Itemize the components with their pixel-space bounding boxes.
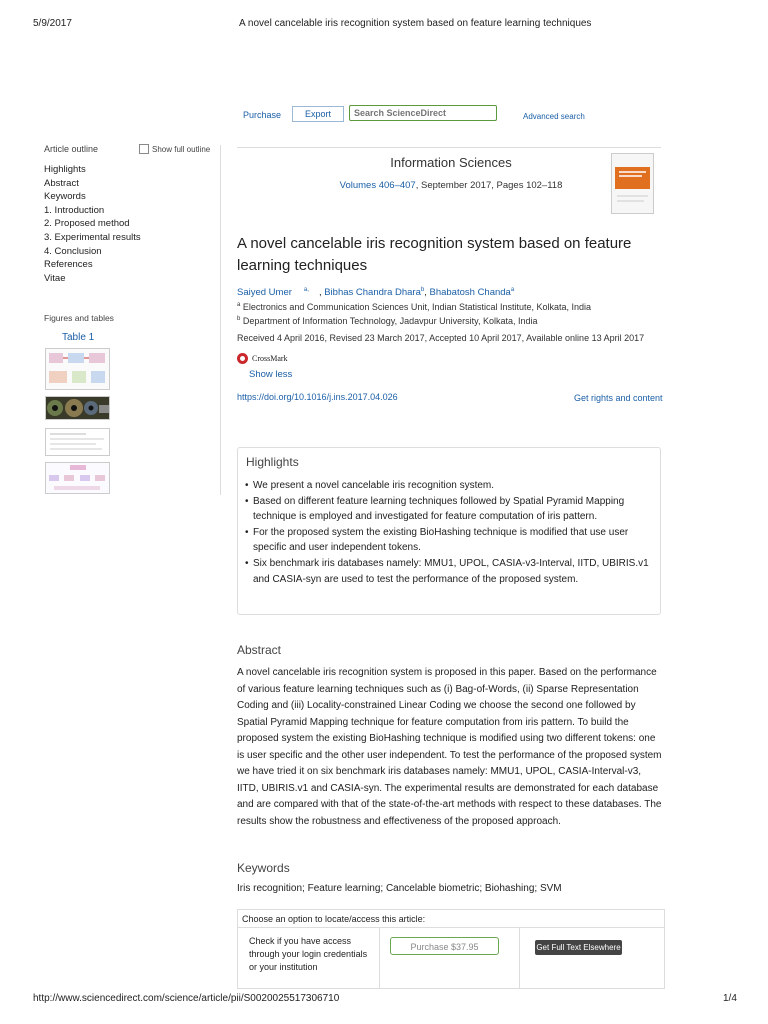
purchase-article-button[interactable]: Purchase $37.95 [390,937,499,955]
author-link[interactable]: Bibhas Chandra Dhara [324,287,421,299]
figure-thumbnail[interactable] [45,462,110,494]
crossmark-label: CrossMark [252,354,288,363]
journal-volume-info [237,180,665,191]
flowchart-thumbnail-icon [46,463,109,493]
access-divider [519,928,520,989]
affiliation [237,316,538,326]
doi-link[interactable]: https://doi.org/10.1016/j.ins.2017.04.026 [237,392,398,402]
print-url: http://www.sciencedirect.com/science/article/pii/S0020025517306710 [33,993,340,1004]
article-dates: Received 4 April 2016, Revised 23 March 2017, Accepted 10 April 2017, Available online 13 April 2017 [237,333,645,343]
affiliation [237,302,591,312]
outline-item[interactable]: References [44,259,93,271]
search-input[interactable] [349,105,497,121]
highlight-item: • Based on different feature learning techniques followed by Spatial Pyramid Mapping technique is employed and investigated for feature computation of iris pattern. [245,494,655,525]
outline-list [44,163,141,285]
show-less-link[interactable]: Show less [249,369,293,380]
highlights-title: Highlights [246,455,299,469]
author-superscript: a, [303,287,309,293]
outline-item[interactable]: 2. Proposed method [44,218,130,230]
affiliation-mark: b [237,316,241,322]
diagram-thumbnail-icon [46,349,109,389]
affiliation-mark: a [237,302,241,308]
iris-images-thumbnail-icon [46,397,109,419]
issue-info: , September 2017, Pages 102–118 [415,180,563,191]
get-full-text-button[interactable]: Get Full Text Elsewhere [535,940,622,955]
login-access-text[interactable]: Check if you have access through your login credentials or your institution [249,936,368,972]
outline-item[interactable]: Abstract [44,177,79,189]
article-title: A novel cancelable iris recognition system based on feature learning techniques [237,235,632,274]
volumes-link[interactable]: Volumes 406–407 [339,180,416,191]
table-1-link[interactable]: Table 1 [62,332,95,343]
purchase-link[interactable]: Purchase [243,110,282,120]
affiliation-text: Department of Information Technology, Jadavpur University, Kolkata, India [242,316,538,326]
print-page-number: 1/4 [723,993,737,1004]
crossmark-icon [237,353,248,364]
header-rule [237,147,661,148]
abstract-title: Abstract [237,643,282,657]
outline-item[interactable]: Vitae [44,272,66,284]
figure-thumbnail[interactable] [45,428,110,456]
figure-thumbnail[interactable] [45,348,110,390]
crossmark-badge[interactable] [237,353,288,364]
rights-link[interactable]: Get rights and content [574,393,663,403]
author-list: Saiyed Umer $^{a,}$ , Bibhas Chandra Dhara$^b$, Bhabatosh Chanda$^a$ [237,287,515,299]
advanced-search-link[interactable]: Advanced search [523,112,585,121]
checkbox-icon[interactable] [139,144,149,154]
outline-item[interactable]: Highlights [44,164,86,175]
keywords-title: Keywords [237,861,290,875]
highlight-item: • For the proposed system the existing BioHashing technique is modified that use user specific and user independent tokens. [245,525,655,556]
outline-item[interactable]: 3. Experimental results [44,231,141,243]
print-doc-title: A novel cancelable iris recognition system based on feature learning techniques [239,18,592,29]
access-heading: Choose an option to locate/access this article: [238,910,664,928]
sidebar-divider [220,145,221,495]
abstract-text: A novel cancelable iris recognition system is proposed in this paper. Based on the performance of various feature learning techniques such as (i) Bag-of-Words, (ii) Sparse Representation Coding and (iii) Locality-constrained Linear Coding we choose the second one followed by Spatial Pyramid Mapping technique for feature computation from iris pattern. To build the proposed system the existing BioHashing technique is modified using two different tokens: one is user specific and the other user independent. To test the performance of the proposed system we have tried it on six benchmark iris databases namely: MMU1, UPOL, CASIA-Interval-v3, IITD, UBIRIS.v1 and CASIA-syn. The experimental results are demonstrated for each database and are compared with that of the state-of-the-art methods with respect to these databases. The results show the robustness and effectiveness of the proposed approach. [237,667,662,827]
outline-item[interactable]: Keywords [44,191,86,203]
figure-thumbnail[interactable] [45,396,110,420]
show-full-outline-toggle[interactable] [139,144,210,154]
show-full-outline-label: Show full outline [152,144,211,154]
keywords-text: Iris recognition; Feature learning; Cancelable biometric; Biohashing; SVM [237,883,562,894]
journal-cover[interactable] [611,153,654,214]
highlights-list [245,478,655,587]
highlight-item: • Six benchmark iris databases namely: MMU1, UPOL, CASIA-v3-Interval, IITD, UBIRIS.v1 and CASIA-syn are used to test the performance of the proposed system. [245,556,655,587]
article-outline-title: Article outline [44,144,99,154]
table-thumbnail-icon [46,429,109,455]
author-superscript: b [420,287,425,293]
highlight-item: • We present a novel cancelable iris recognition system. [245,478,655,494]
outline-item[interactable]: 1. Introduction [44,204,105,216]
figures-tables-title: Figures and tables [44,313,114,323]
outline-item[interactable]: 4. Conclusion [44,245,102,257]
author-link[interactable]: Bhabatosh Chanda [429,287,511,299]
author-link[interactable]: Saiyed Umer [237,287,292,299]
access-divider [379,928,380,989]
export-button[interactable]: Export [292,106,344,122]
print-date: 5/9/2017 [33,18,72,29]
affiliation-text: Electronics and Communication Sciences Unit, Indian Statistical Institute, Kolkata, India [242,302,592,312]
journal-name[interactable]: Information Sciences [390,155,512,170]
author-superscript: a [510,287,515,293]
journal-cover-icon [612,154,653,213]
